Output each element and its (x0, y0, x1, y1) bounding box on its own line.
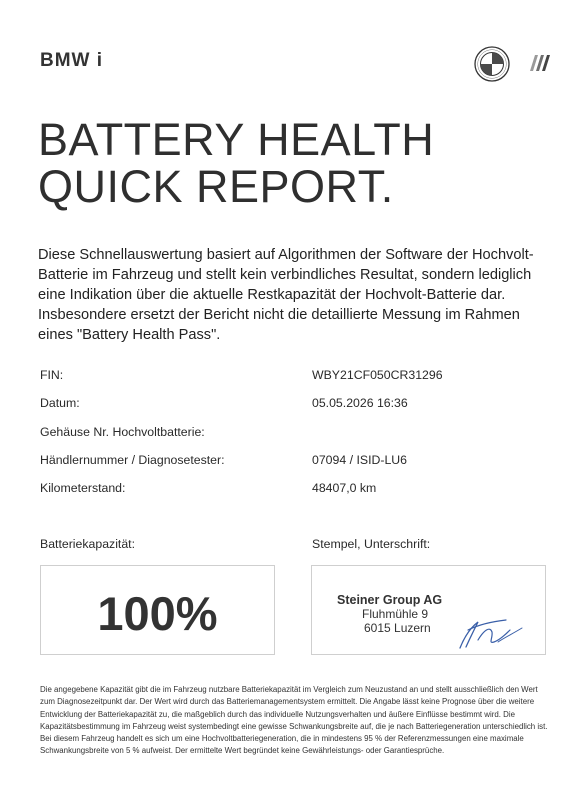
stamp-city: 6015 Luzern (364, 621, 431, 635)
capacity-label: Batteriekapazität: (40, 537, 136, 551)
stamp-label: Stempel, Unterschrift: (312, 537, 431, 551)
m-stripes-icon (524, 54, 552, 72)
dealer-tester-label: Händlernummer / Diagnosetester: (40, 453, 225, 467)
intro-paragraph: Diese Schnellauswertung basiert auf Algorithmen der Software der Hochvolt-Batterie im Fahrzeug und stellt kein verbindliches Resultat, sondern lediglich eine Indikation über die aktuelle Restkapazität der Hochvolt-Batterie dar. Insbesondere ersetzt der Bericht nicht die detaillierte Messung im Rahmen eines "Battery Health Pass". (38, 247, 534, 343)
bmw-roundel-icon (474, 46, 510, 82)
date-value: 05.05.2026 16:36 (312, 396, 408, 410)
dealer-tester-value: 07094 / ISID-LU6 (312, 453, 408, 467)
mileage-value: 48407,0 km (312, 481, 377, 495)
report-title (38, 116, 434, 210)
fin-label: FIN: (40, 368, 64, 382)
battery-housing-label: Gehäuse Nr. Hochvoltbatterie: (40, 425, 205, 439)
report-title-line-1: BATTERY HEALTH (38, 114, 435, 165)
brand-logo-text: BMW i (40, 50, 104, 71)
stamp-box (311, 565, 546, 655)
handwritten-signature (448, 616, 528, 652)
fin-value: WBY21CF050CR31296 (312, 368, 443, 382)
capacity-box (40, 565, 275, 655)
stamp-company: Steiner Group AG (337, 593, 443, 607)
capacity-value: 100% (97, 587, 218, 640)
date-label: Datum: (40, 396, 80, 410)
stamp-street: Fluhmühle 9 (362, 607, 429, 621)
disclaimer-footnote: Die angegebene Kapazität gibt die im Fahrzeug nutzbare Batteriekapazität im Vergleich zum Neuzustand an und stellt ausschließlich den Wert zum Diagnosezeitpunkt dar. Der Wert wird durch das Batteriemanagementsystem ermittelt. Die Angabe lässt keine Prognose über die weitere Entwicklung der Batteriekapazität zu, die maßgeblich durch das individuelle Nutzungsverhalten und äußere Einflüsse bestimmt wird. Die Kapazitätsbestimmung im Fahrzeug weist systembedingt eine gewisse Schwankungsbreite auf, die je nach Batteriegeneration unterschiedlich ist. Bei diesem Fahrzeug handelt es sich um eine Hochvoltbatteriegeneration, die in mindestens 95 % der Referenzmessungen eine maximale Schwankungsbreite von 5 % aufweist. Der ermittelte Wert begründet keine Gewährleistungs- oder Garantiesprüche. (40, 685, 548, 756)
report-title-line-2: QUICK REPORT. (38, 161, 394, 212)
mileage-label: Kilometerstand: (40, 481, 126, 495)
